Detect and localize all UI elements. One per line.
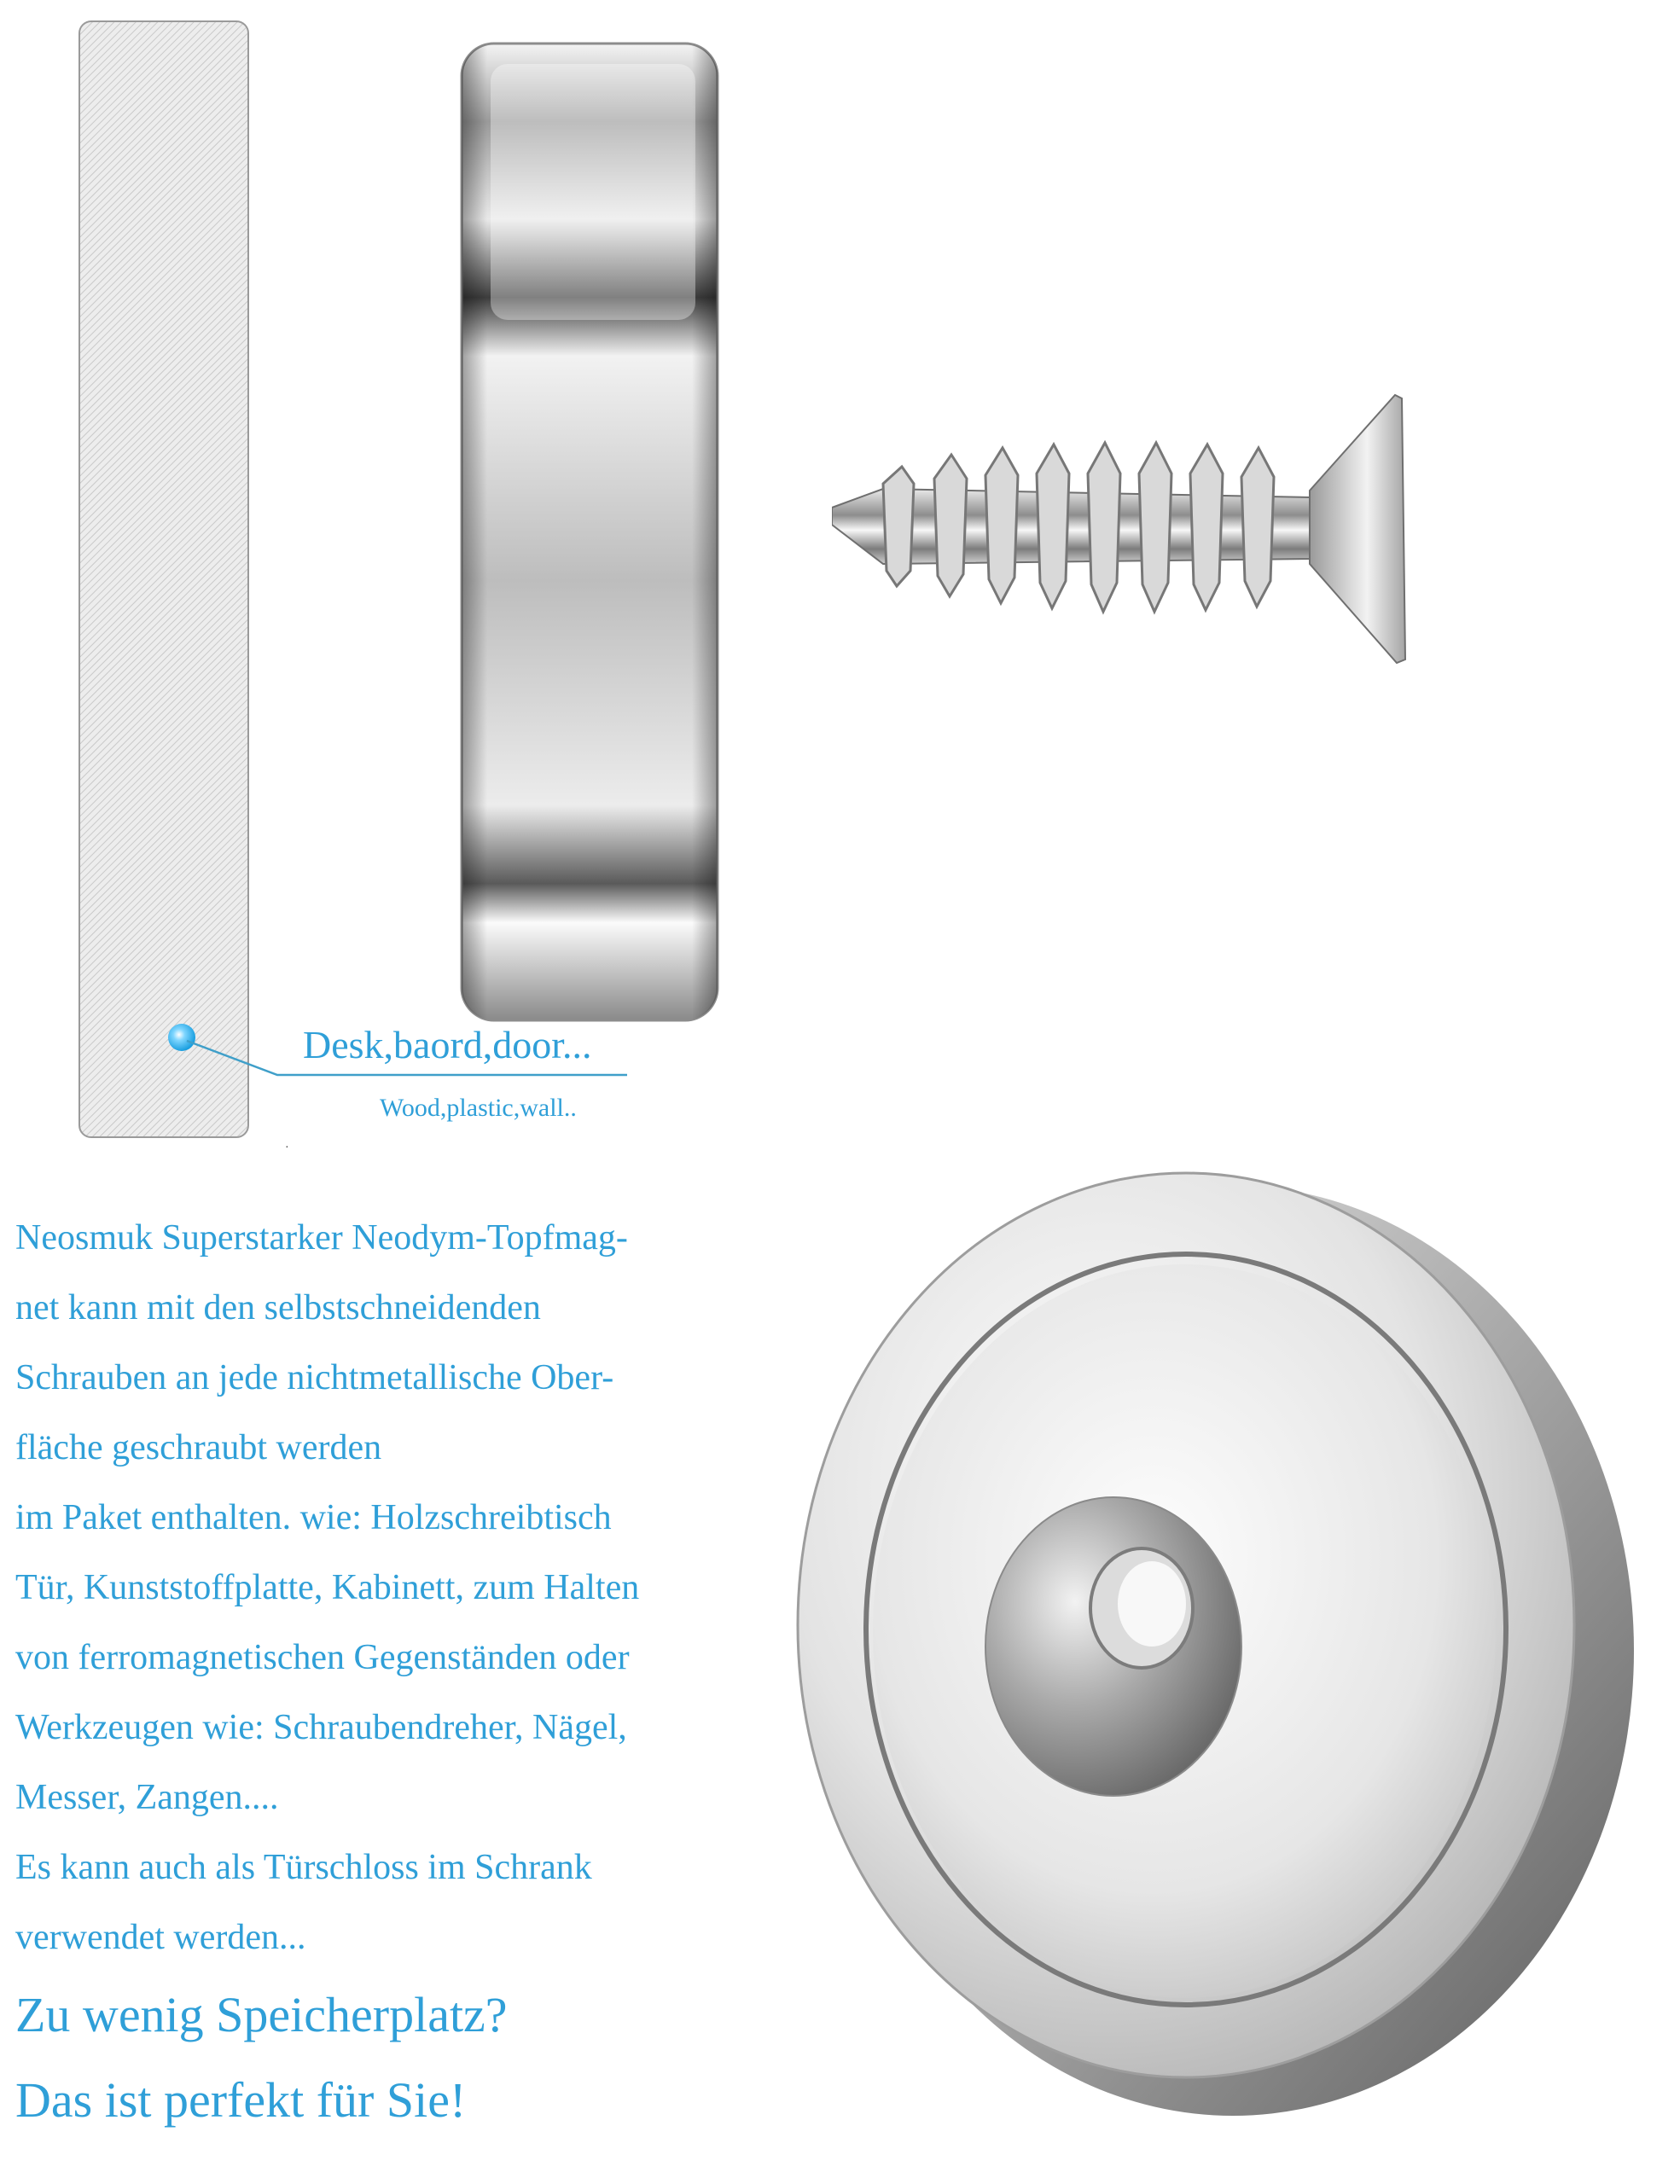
headline-question: Zu wenig Speicherplatz? <box>15 1987 508 2042</box>
description-line: Schrauben an jede nichtmetallische Ober- <box>15 1358 614 1397</box>
description-line: von ferromagnetischen Gegenständen oder <box>15 1638 630 1677</box>
description-line: Messer, Zangen.... <box>15 1778 279 1817</box>
description-line: verwendet werden... <box>15 1918 306 1957</box>
description-line: im Paket enthalten. wie: Holzschreibtisch <box>15 1498 612 1537</box>
description-line: Werkzeugen wie: Schraubendreher, Nägel, <box>15 1708 627 1747</box>
countersunk-screw-icon <box>832 388 1412 670</box>
description-line: net kann mit den selbstschneidenden <box>15 1288 541 1327</box>
description-line: fläche geschraubt werden <box>15 1428 382 1467</box>
pot-magnet-front-icon <box>734 1109 1647 2124</box>
stray-mark: · <box>285 1141 289 1154</box>
callout-dot <box>168 1024 195 1051</box>
description-line: Es kann auch als Türschloss im Schrank <box>15 1848 592 1887</box>
callout-surfaces-label: Desk,baord,door... <box>303 1023 592 1066</box>
callout-materials-label: Wood,plastic,wall.. <box>380 1094 577 1122</box>
adhesive-strip-icon <box>75 17 254 1143</box>
headline-answer: Das ist perfekt für Sie! <box>15 2072 467 2128</box>
pot-magnet-side-icon <box>456 38 730 1028</box>
description-line: Tür, Kunststoffplatte, Kabinett, zum Halten <box>15 1568 640 1607</box>
product-description <box>15 1203 741 2143</box>
description-line: Neosmuk Superstarker Neodym-Topfmag- <box>15 1218 628 1258</box>
